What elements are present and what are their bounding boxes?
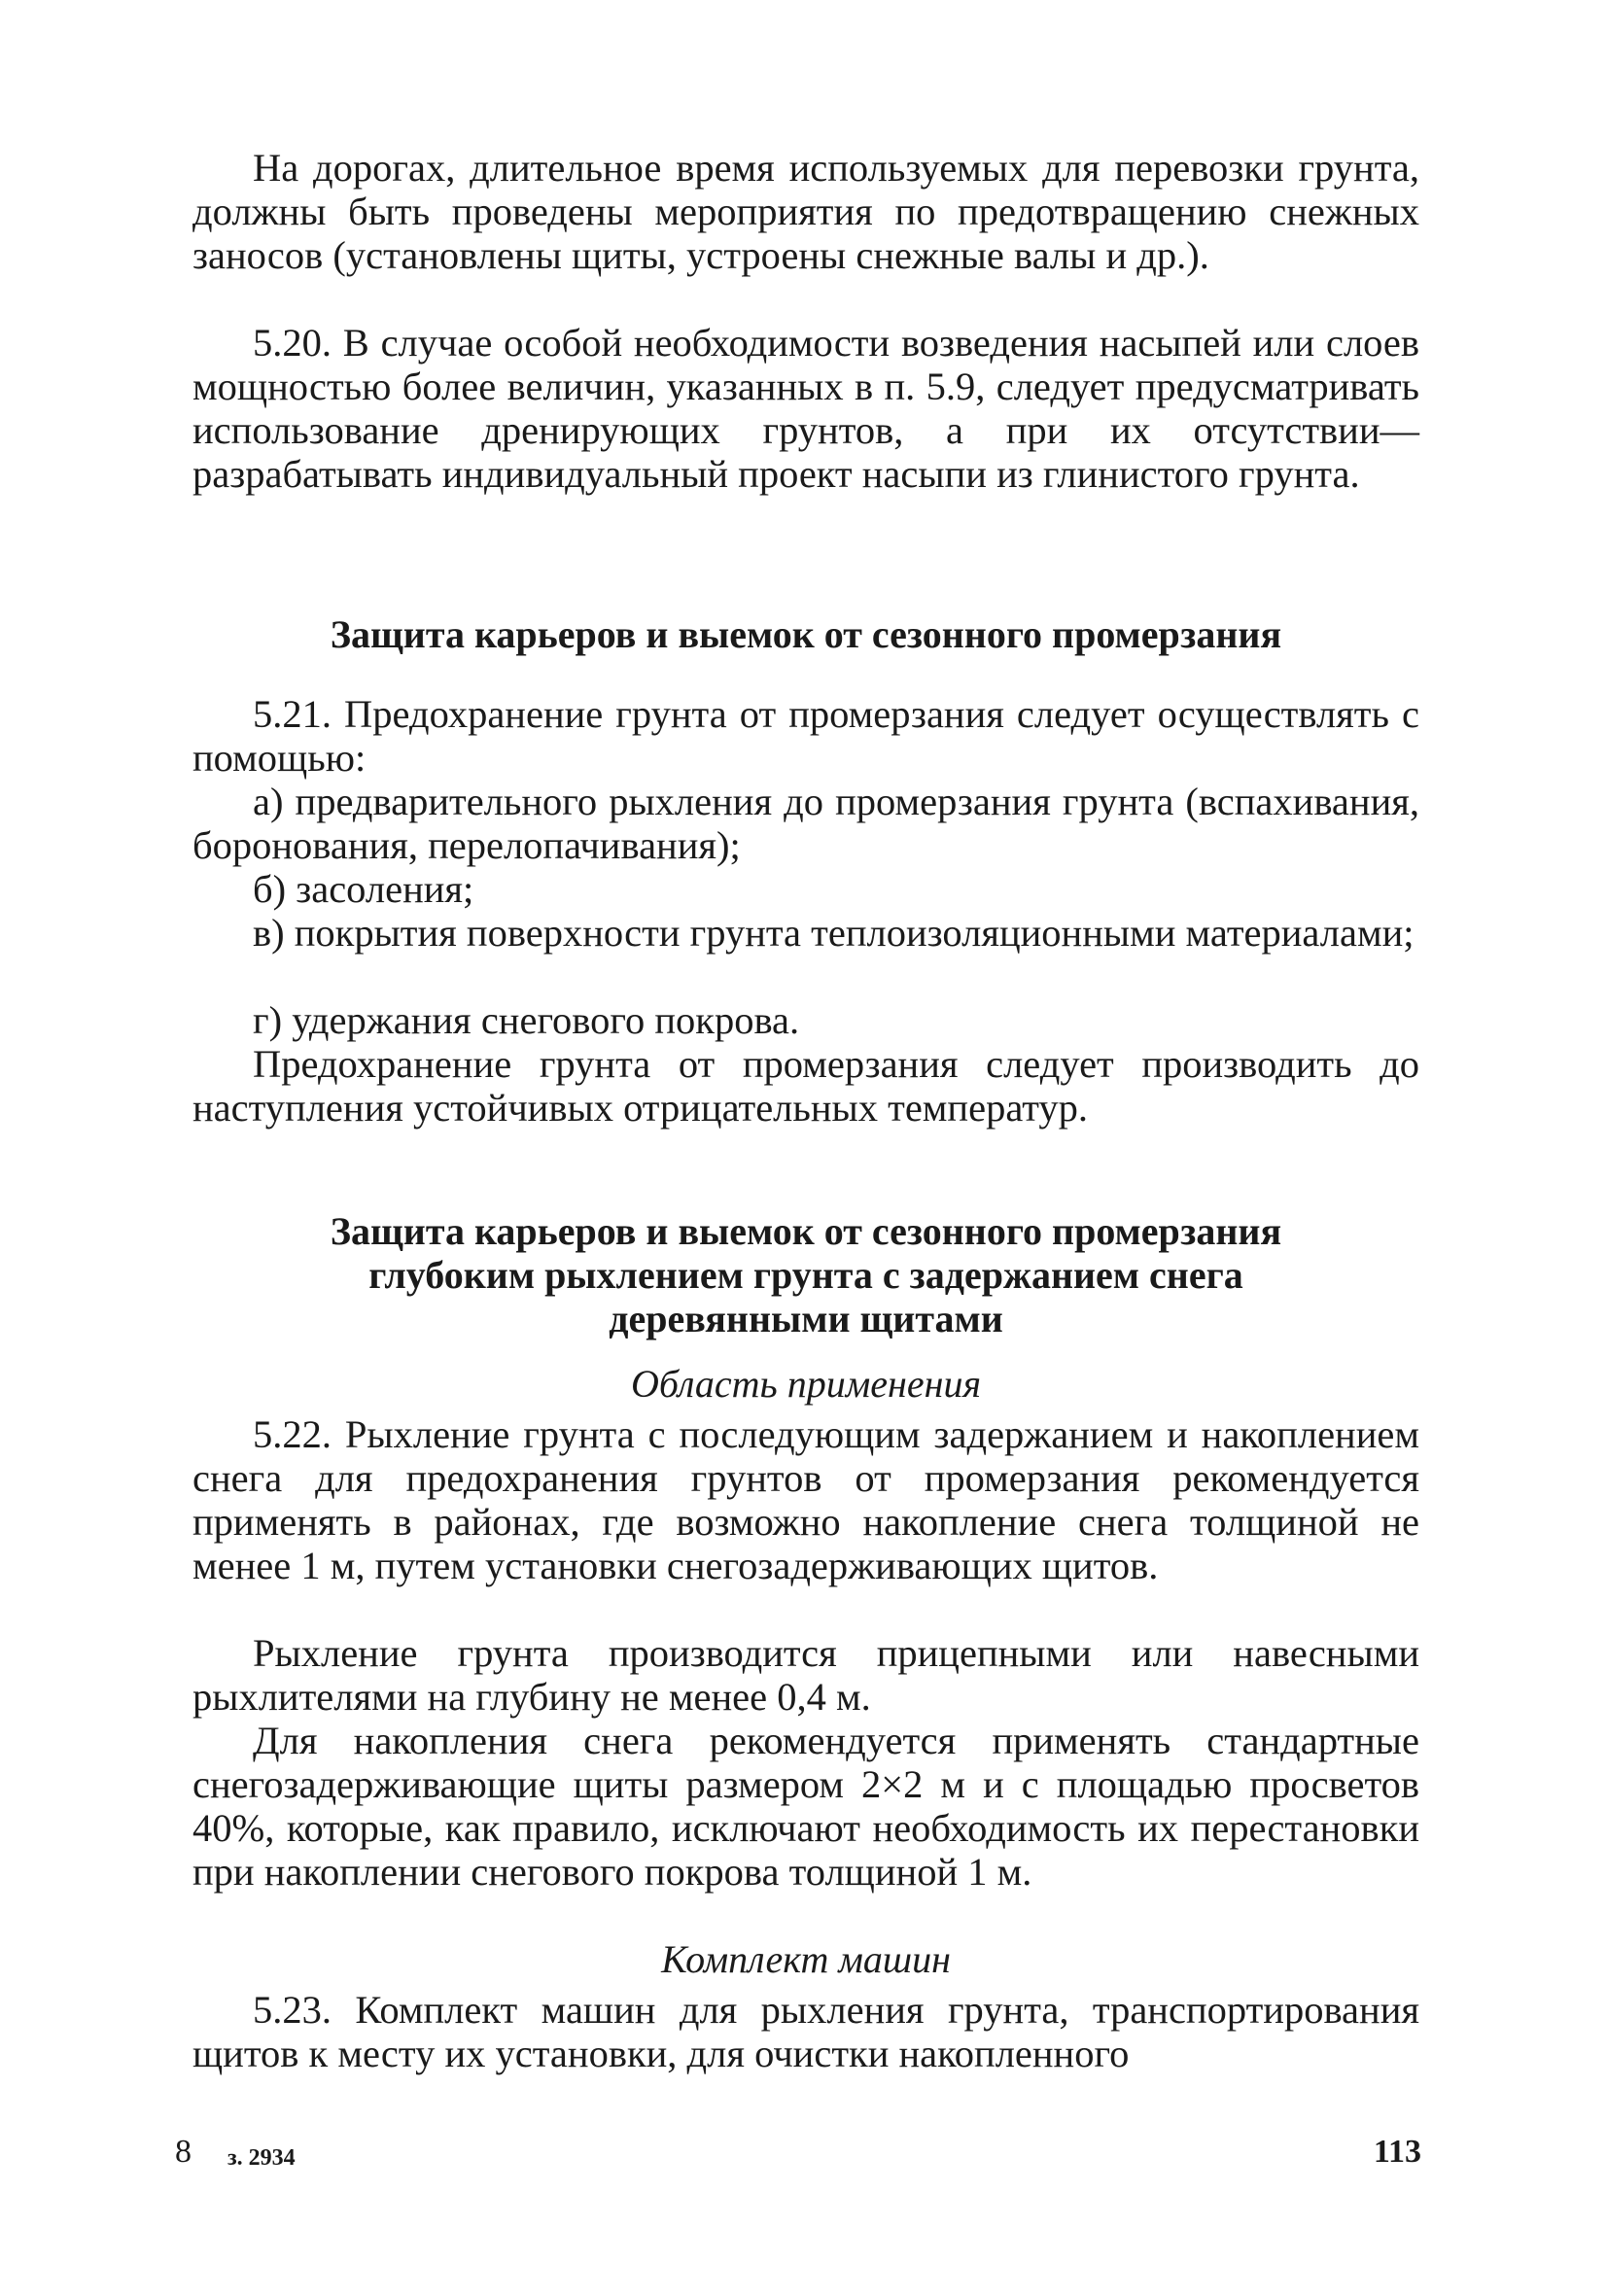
- print-order-code: з. 2934: [227, 2145, 296, 2171]
- paragraph-5-21: 5.21. Предохранение грунта от промерзания следует осуществлять с помощью:: [192, 692, 1419, 780]
- paragraph-5-20: 5.20. В случае особой необходимости возведения насыпей или слоев мощностью более величин, указанных в п. 5.9, следует предусматривать использование дренирующих грунтов, а при их отсутствии—разрабатывать индивидуальный проект насыпи из глинистого грунта.: [192, 321, 1419, 496]
- section-heading-2-line-2: глубоким рыхлением грунта с задержанием снега: [368, 1253, 1243, 1297]
- document-page: [192, 146, 1419, 2075]
- list-item-g: г) удержания снегового покрова.: [253, 998, 800, 1042]
- paragraph-loosening: Рыхление грунта производится прицепными или навесными рыхлителями на глубину не менее 0,4 м.: [192, 1631, 1419, 1719]
- list-item-b: б) засоления;: [253, 867, 474, 911]
- list-item-a: а) предварительного рыхления до промерзания грунта (вспахивания, боронования, перелопачивания);: [192, 780, 1419, 867]
- subheading-scope: Область применения: [630, 1362, 982, 1406]
- paragraph-snow-shields: Для накопления снега рекомендуется применять стандартные снегозадерживающие щиты размером 2×2 м и с площадью просветов 40%, которые, как правило, исключают необходимость их перестановки при накоплении снегового покрова толщиной 1 м.: [192, 1719, 1419, 1894]
- signature-mark: 8: [175, 2134, 192, 2170]
- section-heading-2-line-3: деревянными щитами: [609, 1297, 1003, 1340]
- paragraph-snow-drift: На дорогах, длительное время используемых для перевозки грунта, должны быть проведены мероприятия по предотвращению снежных заносов (установлены щиты, устроены снежные валы и др.).: [192, 146, 1419, 277]
- section-heading-1: Защита карьеров и выемок от сезонного промерзания: [330, 612, 1282, 656]
- page-number: 113: [1373, 2134, 1421, 2170]
- list-item-v: в) покрытия поверхности грунта теплоизоляционными материалами;: [253, 911, 1415, 955]
- paragraph-protection-timing: Предохранение грунта от промерзания следует производить до наступления устойчивых отрицательных температур.: [192, 1042, 1419, 1130]
- section-heading-2: [192, 1209, 1419, 1340]
- subheading-machine-set: Комплект машин: [661, 1937, 951, 1981]
- paragraph-5-22: 5.22. Рыхление грунта с последующим задержанием и накоплением снега для предохранения грунтов от промерзания рекомендуется применять в районах, где возможно накопление снега толщиной не менее 1 м, путем установки снегозадерживающих щитов.: [192, 1412, 1419, 1587]
- section-heading-2-line-1: Защита карьеров и выемок от сезонного промерзания: [330, 1209, 1282, 1253]
- paragraph-5-23: 5.23. Комплект машин для рыхления грунта, транспортирования щитов к месту их установки, для очистки накопленного: [192, 1988, 1419, 2075]
